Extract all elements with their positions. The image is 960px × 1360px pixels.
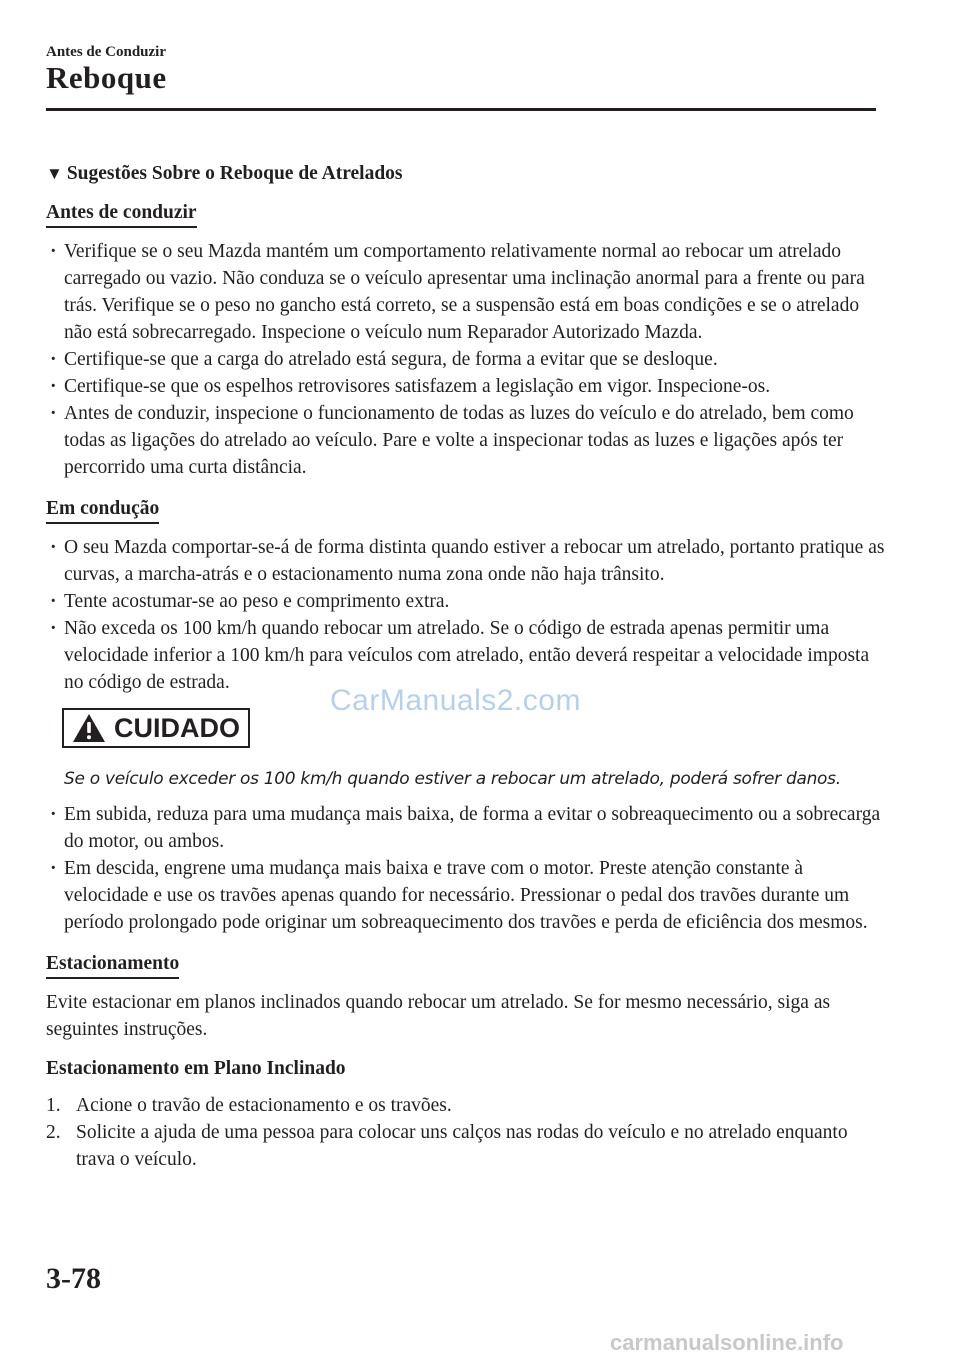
step-text: Acione o travão de estacionamento e os travões.	[76, 1095, 452, 1116]
step-number: 1.	[46, 1095, 61, 1116]
list-item: · Não exceda os 100 km/h quando rebocar um atrelado. Se o código de estrada apenas permitir uma velocidade inferior a 100 km/h para veículos com atrelado, então deverá respeitar a velocidade imposta no código de estrada.	[46, 615, 886, 696]
triangle-down-icon: ▼	[46, 164, 63, 183]
footer-watermark: carmanualsonline.info	[610, 1330, 844, 1355]
list-item: · Antes de conduzir, inspecione o funcionamento de todas as luzes do veículo e do atrelado, bem como todas as ligações do atrelado ao veículo. Pare e volte a inspecionar todas as luzes e ligações após ter percorrido uma curta distância.	[46, 400, 886, 481]
list-item: · Em descida, engrene uma mudança mais baixa e trave com o motor. Preste atenção constante à velocidade e use os travões apenas quando for necessário. Pressionar o pedal dos travões durante um período prolongado pode originar um sobreaquecimento dos travões e perda de eficiência dos mesmos.	[46, 855, 886, 936]
parking-intro: Evite estacionar em planos inclinados quando rebocar um atrelado. Se for mesmo necessário, siga as seguintes instruções.	[46, 992, 831, 1040]
list-item: · Em subida, reduza para uma mudança mais baixa, de forma a evitar o sobreaquecimento ou a sobrecarga do motor, ou ambos.	[46, 801, 886, 855]
step-item	[46, 1119, 886, 1173]
parking-slope-heading: Estacionamento em Plano Inclinado	[46, 1058, 346, 1079]
list-item: · O seu Mazda comportar-se-á de forma distinta quando estiver a rebocar um atrelado, portanto pratique as curvas, a marcha-atrás e o estacionamento numa zona onde não haja trânsito.	[46, 534, 886, 588]
caution-text: Se o veículo exceder os 100 km/h quando estiver a rebocar um atrelado, poderá sofrer danos.	[64, 769, 841, 789]
page-number: 3-78	[46, 1262, 101, 1295]
warning-triangle-icon	[72, 713, 106, 743]
list-item: · Certifique-se que os espelhos retrovisores satisfazem a legislação em vigor. Inspecione-os.	[46, 373, 886, 400]
caution-label: CUIDADO	[114, 712, 240, 743]
step-text: Solicite a ajuda de uma pessoa para colocar uns calços nas rodas do veículo e no atrelado enquanto trava o veículo.	[76, 1122, 848, 1170]
watermark-text: CarManuals2.com	[330, 684, 581, 717]
list-item: · Certifique-se que a carga do atrelado está segura, de forma a evitar que se desloque.	[46, 346, 886, 373]
parking-steps	[46, 1092, 886, 1173]
page-title: Reboque	[46, 60, 167, 95]
page-content	[46, 160, 886, 1173]
step-number: 2.	[46, 1122, 61, 1143]
section-title	[46, 160, 886, 187]
driving-list-continued	[46, 801, 886, 936]
subheading-before-driving: Antes de conduzir	[46, 201, 197, 228]
driving-list	[46, 534, 886, 696]
header-divider	[46, 108, 876, 111]
list-item: · Tente acostumar-se ao peso e comprimento extra.	[46, 588, 886, 615]
caution-box	[62, 708, 250, 748]
step-item	[46, 1092, 886, 1119]
before-driving-list	[46, 238, 886, 481]
subheading-parking: Estacionamento	[46, 952, 179, 979]
list-item: · Verifique se o seu Mazda mantém um comportamento relativamente normal ao rebocar um atrelado carregado ou vazio. Não conduza se o veículo apresentar uma inclinação anormal para a frente ou para trás. Verifique se o peso no gancho está correto, se a suspensão está em boas condições e se o atrelado não está sobrecarregado. Inspecione o veículo num Reparador Autorizado Mazda.	[46, 238, 886, 346]
section-title-text: Sugestões Sobre o Reboque de Atrelados	[66, 163, 403, 184]
chapter-label: Antes de Conduzir	[46, 44, 167, 60]
subheading-driving: Em condução	[46, 497, 159, 524]
